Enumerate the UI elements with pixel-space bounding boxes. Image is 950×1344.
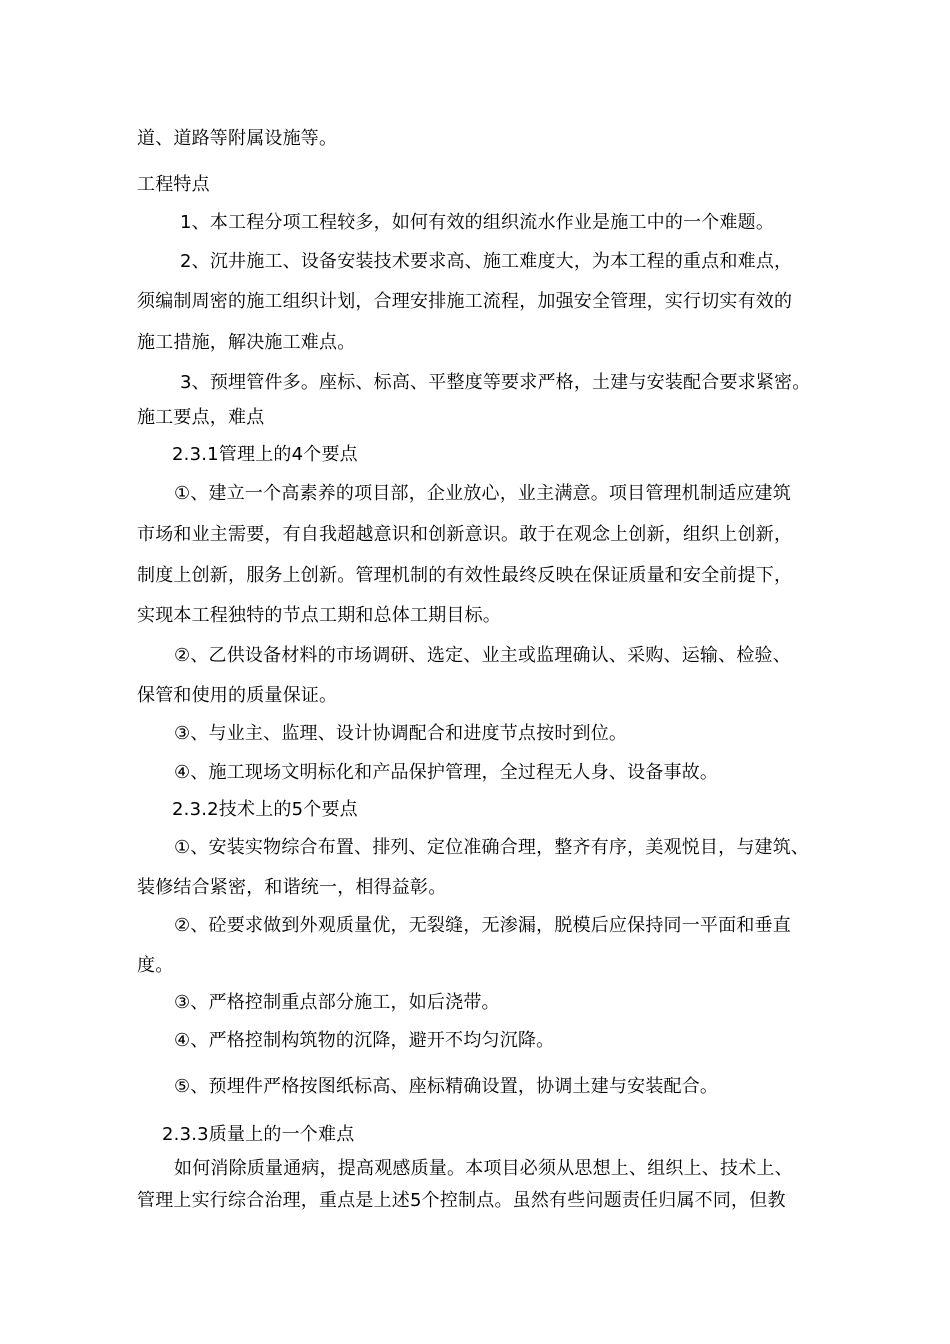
text-line: 制度上创新，服务上创新。管理机制的有效性最终反映在保证质量和安全前提下， xyxy=(137,565,793,586)
text-line: 度。 xyxy=(137,955,174,976)
text-line: 道、道路等附属设施等。 xyxy=(137,128,338,149)
text-line: 实现本工程独特的节点工期和总体工期目标。 xyxy=(137,605,501,626)
subsection-heading: 2.3.2技术上的5个要点 xyxy=(172,799,358,820)
text-line: ④、施工现场文明标化和产品保护管理，全过程无人身、设备事故。 xyxy=(174,762,719,783)
section-heading: 工程特点 xyxy=(137,174,210,195)
text-line: 市场和业主需要，有自我超越意识和创新意识。敢于在观念上创新，组织上创新， xyxy=(137,524,793,545)
section-heading: 施工要点，难点 xyxy=(137,407,265,428)
text-line: ③、与业主、监理、设计协调配合和进度节点按时到位。 xyxy=(174,723,628,744)
text-line: 保管和使用的质量保证。 xyxy=(137,685,338,706)
text-line: ①、建立一个高素养的项目部，企业放心，业主满意。项目管理机制适应建筑 xyxy=(174,483,791,504)
subsection-heading: 2.3.1管理上的4个要点 xyxy=(172,444,358,465)
text-line: 施工措施，解决施工难点。 xyxy=(137,332,356,353)
text-line: 装修结合紧密，和谐统一，相得益彰。 xyxy=(137,877,447,898)
text-line: 如何消除质量通病，提高观感质量。本项目必须从思想上、组织上、技术上、 xyxy=(174,1158,793,1179)
text-line: 须编制周密的施工组织计划，合理安排施工流程，加强安全管理，实行切实有效的 xyxy=(137,291,793,312)
text-line: 1、本工程分项工程较多，如何有效的组织流水作业是施工中的一个难题。 xyxy=(180,212,775,233)
text-line: ②、砼要求做到外观质量优，无裂缝，无渗漏，脱模后应保持同一平面和垂直 xyxy=(174,915,791,936)
text-line: ④、严格控制构筑物的沉降，避开不均匀沉降。 xyxy=(174,1030,555,1051)
text-line: ③、严格控制重点部分施工，如后浇带。 xyxy=(174,992,500,1013)
text-line: 2、沉井施工、设备安装技术要求高、施工难度大，为本工程的重点和难点， xyxy=(180,251,793,272)
text-line: ⑤、预埋件严格按图纸标高、座标精确设置，协调土建与安装配合。 xyxy=(174,1076,719,1097)
text-line: ②、乙供设备材料的市场调研、选定、业主或监理确认、采购、运输、检验、 xyxy=(174,645,791,666)
text-line: 3、预埋管件多。座标、标高、平整度等要求严格，土建与安装配合要求紧密。 xyxy=(180,372,811,393)
subsection-heading: 2.3.3质量上的一个难点 xyxy=(162,1124,355,1145)
text-line: ①、安装实物综合布置、排列、定位准确合理，整齐有序，美观悦目，与建筑、 xyxy=(174,837,810,858)
text-line: 管理上实行综合治理，重点是上述5个控制点。虽然有些问题责任归属不同，但教 xyxy=(137,1190,786,1211)
